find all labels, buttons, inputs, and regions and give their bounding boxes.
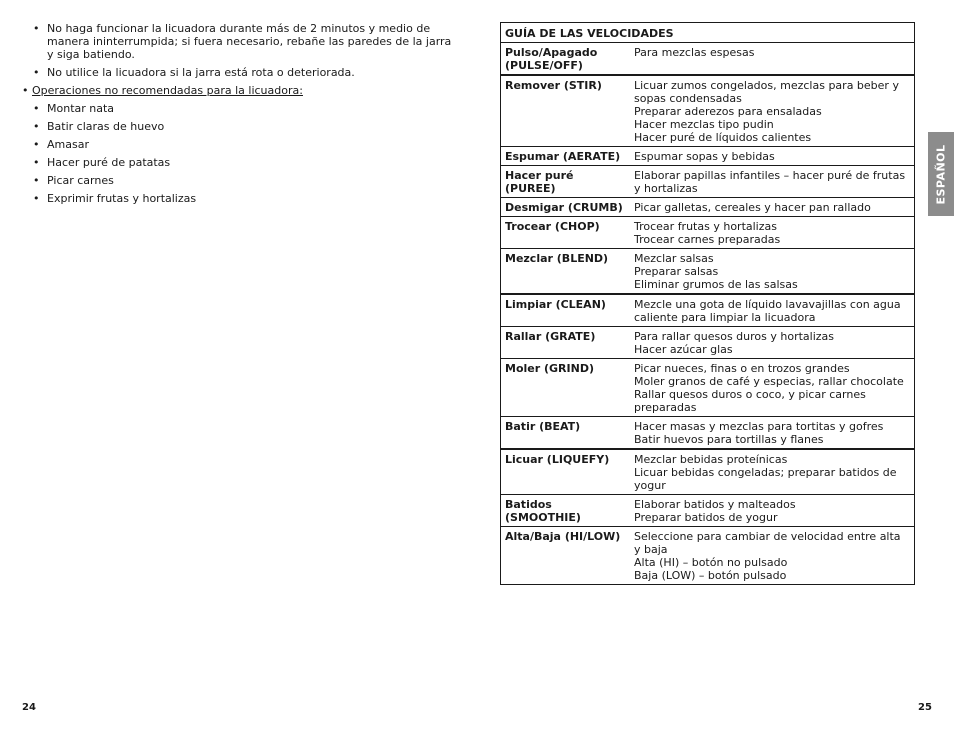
section-heading: Operaciones no recomendadas para la licuadora: [32,84,303,97]
bullet-item: • No utilice la licuadora si la jarra está rota o deteriorada. [22,66,452,79]
speed-name: Rallar (GRATE) [501,327,631,359]
description-line: Seleccione para cambiar de velocidad entre alta y baja [634,530,901,556]
speed-description [630,166,915,198]
description-line: Hacer azúcar glas [634,343,733,356]
table-row [501,147,915,166]
speed-name: Espumar (AERATE) [501,147,631,166]
language-tab-label: ESPAÑOL [934,143,948,205]
description-line: Moler granos de café y especias, rallar chocolate [634,375,904,388]
bullet-list-not-recommended [22,102,452,205]
table-row [501,249,915,295]
left-column [22,22,452,210]
description-line: Baja (LOW) – botón pulsado [634,569,787,582]
bullet-item: • No haga funcionar la licuadora durante más de 2 minutos y medio de manera ininterrumpida; si fuera necesario, rebañe las paredes de la jarra y siga batiendo. [22,22,452,61]
speed-description [630,417,915,450]
description-line: Picar nueces, finas o en trozos grandes [634,362,850,375]
bullet-list-top [22,22,452,79]
description-line: Picar galletas, cereales y hacer pan rallado [634,201,871,214]
speed-name: Licuar (LIQUEFY) [501,449,631,495]
table-row [501,449,915,495]
table-title: GUÍA DE LAS VELOCIDADES [501,23,915,43]
speed-description [630,359,915,417]
description-line: Elaborar batidos y malteados [634,498,796,511]
description-line: Hacer masas y mezclas para tortitas y gofres [634,420,884,433]
description-line: Batir huevos para tortillas y flanes [634,433,824,446]
bullet-item: • Amasar [22,138,452,151]
page-number-right: 25 [918,702,932,713]
speed-description [630,327,915,359]
description-line: Mezclar salsas [634,252,714,265]
description-line: Alta (HI) – botón no pulsado [634,556,788,569]
speed-description [630,294,915,327]
table-title-row [501,23,915,43]
description-line: Preparar salsas [634,265,719,278]
table-row [501,217,915,249]
speed-description [630,198,915,217]
speed-name: Alta/Baja (HI/LOW) [501,527,631,585]
table-row [501,327,915,359]
description-line: Mezclar bebidas proteínicas [634,453,788,466]
description-line: Mezcle una gota de líquido lavavajillas con agua caliente para limpiar la licuadora [634,298,901,324]
bullet-item: • Montar nata [22,102,452,115]
speed-name: Batir (BEAT) [501,417,631,450]
speed-name: Limpiar (CLEAN) [501,294,631,327]
table-row [501,75,915,147]
speed-name: Hacer puré (PUREE) [501,166,631,198]
table-row [501,527,915,585]
table-row [501,417,915,450]
description-line: Licuar zumos congelados, mezclas para beber y sopas condensadas [634,79,899,105]
description-line: Trocear carnes preparadas [634,233,781,246]
table-row [501,294,915,327]
speed-name: Mezclar (BLEND) [501,249,631,295]
description-line: Licuar bebidas congeladas; preparar batidos de yogur [634,466,897,492]
bullet-item: • Exprimir frutas y hortalizas [22,192,452,205]
table-row [501,198,915,217]
speed-description [630,43,915,76]
speed-description [630,527,915,585]
bullet-item: • Batir claras de huevo [22,120,452,133]
section-heading-item [22,84,452,97]
speed-description [630,495,915,527]
page-number-left: 24 [22,702,36,713]
speed-name: Pulso/Apagado (PULSE/OFF) [501,43,631,76]
bullet-item: • Picar carnes [22,174,452,187]
description-line: Rallar quesos duros o coco, y picar carnes preparadas [634,388,866,414]
speed-guide-table [500,22,915,585]
speed-description [630,75,915,147]
speed-description [630,449,915,495]
description-line: Espumar sopas y bebidas [634,150,775,163]
description-line: Hacer puré de líquidos calientes [634,131,812,144]
table-row [501,43,915,76]
table-row [501,359,915,417]
speed-name: Moler (GRIND) [501,359,631,417]
table-row [501,495,915,527]
bullet-item: • Hacer puré de patatas [22,156,452,169]
speed-name: Trocear (CHOP) [501,217,631,249]
language-side-tab [928,132,954,216]
table-row [501,166,915,198]
speed-name: Desmigar (CRUMB) [501,198,631,217]
description-line: Eliminar grumos de las salsas [634,278,798,291]
speed-description [630,249,915,295]
speed-description [630,147,915,166]
description-line: Elaborar papillas infantiles – hacer puré de frutas y hortalizas [634,169,906,195]
speed-name: Remover (STIR) [501,75,631,147]
description-line: Hacer mezclas tipo pudin [634,118,774,131]
description-line: Preparar aderezos para ensaladas [634,105,822,118]
description-line: Para mezclas espesas [634,46,755,59]
description-line: Trocear frutas y hortalizas [634,220,777,233]
speed-name: Batidos (SMOOTHIE) [501,495,631,527]
speed-description [630,217,915,249]
description-line: Preparar batidos de yogur [634,511,778,524]
description-line: Para rallar quesos duros y hortalizas [634,330,835,343]
